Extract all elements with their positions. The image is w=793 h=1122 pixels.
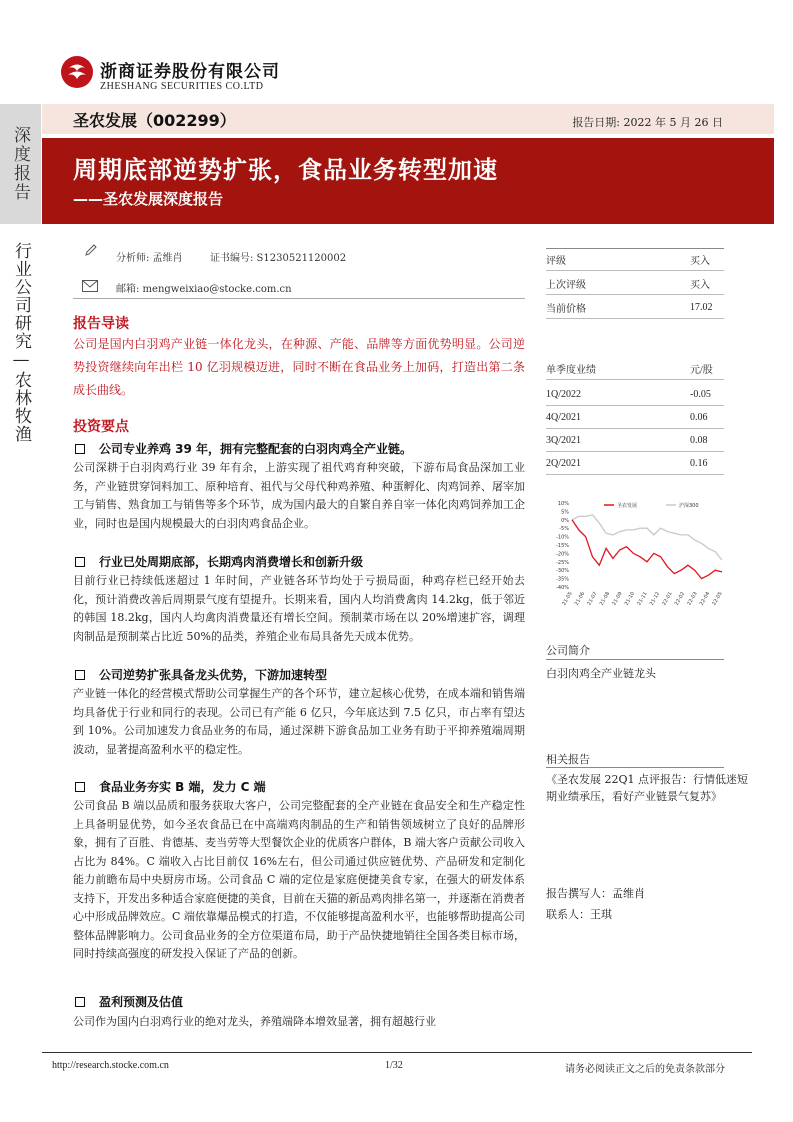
report-date: 报告日期: 2022 年 5 月 26 日 — [572, 116, 723, 129]
company-logo — [60, 55, 94, 89]
stock-performance-chart — [546, 495, 726, 615]
footer-disclaimer: 请务必阅读正文之后的免责条款部分 — [565, 1064, 725, 1075]
analyst-email: 邮箱: mengweixiao@stocke.com.cn — [116, 284, 292, 295]
x-tick-label: 22-03 — [686, 591, 699, 607]
checkbox-icon — [75, 782, 85, 792]
footer-rule — [42, 1052, 752, 1053]
x-tick-label: 21-08 — [598, 591, 612, 607]
eps-row: 4Q/2021 0.06 — [546, 406, 724, 429]
x-tick-label: 22-05 — [711, 591, 724, 607]
profile-text: 白羽肉鸡全产业链龙头 — [546, 667, 656, 680]
x-tick-label: 21-11 — [636, 591, 649, 607]
page-number: 1/32 — [385, 1060, 403, 1071]
related-report-link[interactable]: 《圣农发展 22Q1 点评报告：行情低迷短期业绩承压，看好产业链景气复苏》 — [546, 773, 749, 803]
point-4-title: 食品业务夯实 B 端，发力 C 端 — [73, 778, 266, 795]
points-heading: 投资要点 — [73, 419, 129, 435]
report-title: 周期底部逆势扩张，食品业务转型加速 — [73, 156, 498, 184]
footer-url[interactable]: http://research.stocke.com.cn — [52, 1060, 169, 1071]
checkbox-icon — [75, 444, 85, 454]
rating-row: 当前价格 17.02 — [546, 296, 724, 319]
legend-label: 圣农发展 — [617, 503, 638, 509]
report-type-tab: 深度报告 — [0, 104, 41, 224]
checkbox-icon — [75, 557, 85, 567]
mail-icon — [82, 277, 98, 296]
related-rule — [546, 767, 724, 768]
logo-cn-text: 浙商证券股份有限公司 — [100, 62, 280, 82]
checkbox-icon — [75, 997, 85, 1007]
analyst-name: 分析师: 孟维肖 — [116, 253, 183, 264]
point-1-title: 公司专业养鸡 39 年，拥有完整配套的白羽肉鸡全产业链。 — [73, 440, 412, 457]
intro-text: 公司是国内白羽鸡产业链一体化龙头，在种源、产能、品牌等方面优势明显。公司逆势投资继续向年出栏 10 亿羽规模迈进，同时不断在食品业务上加码，打造出第二条成长曲线。 — [73, 337, 525, 397]
report-subtitle: ——圣农发展深度报告 — [73, 190, 224, 208]
divider — [73, 298, 525, 299]
profile-rule — [546, 659, 724, 660]
logo-en-text: ZHESHANG SECURITIES CO.LTD — [100, 81, 264, 92]
y-tick-label: 5% — [561, 509, 569, 516]
point-3-text: 产业链一体化的经营模式帮助公司掌握生产的各个环节，建立起核心优势，在成本端和销售端均具备优于行业和同行的表现。公司已有产能 6 亿只，今年底达到 7.5 亿只，市占率有望达到 10%。公司加速发力食品业务的布局，通过深耕下游食品加工业务有助于平抑养殖端周期波动，显著提高盈利水平的稳定性。 — [73, 687, 525, 756]
point-5-text: 公司作为国内白羽鸡行业的绝对龙头，养殖端降本增效显著，拥有超越行业 — [73, 1015, 436, 1028]
industry-category-label: 行业公司研究—农林牧渔 — [11, 242, 31, 443]
x-tick-label: 21-06 — [573, 591, 587, 607]
eps-row: 2Q/2021 0.16 — [546, 452, 724, 475]
x-tick-label: 22-02 — [673, 591, 687, 607]
pen-icon — [84, 242, 98, 261]
point-2-text: 目前行业已持续低迷超过 1 年时间，产业链各环节均处于亏损局面，种鸡存栏已经开始去化，预计消费改善后周期景气度有望提升。长期来看，国内人均消费禽肉 14.2kg，低于邻近的韩国 18.2kg，国内人均禽肉消费量还有增长空间。预制菜市场在以 20%增速扩容，调理肉制品是预制菜占比近 50%的品类，养殖企业布局具备先天成本优势。 — [73, 574, 525, 643]
x-tick-label: 22-01 — [661, 591, 674, 607]
eps-row: 1Q/2022 -0.05 — [546, 383, 724, 406]
eps-header-row: 单季度业绩 元/股 — [546, 357, 724, 380]
related-heading: 相关报告 — [546, 753, 590, 766]
point-5-title: 盈利预测及估值 — [73, 993, 183, 1010]
y-tick-label: -5% — [559, 526, 569, 533]
y-tick-label: -10% — [556, 534, 569, 541]
y-tick-label: -15% — [556, 543, 569, 549]
point-4-text: 公司食品 B 端以品质和服务获取大客户，公司完整配套的全产业链在食品安全和生产稳定性上具备明显优势，如今圣农食品已在中高端鸡肉制品的生产和销售领域树立了良好的品牌形象，拥有了百胜、肯德基、麦当劳等大型餐饮企业的优质客户群体，B 端大客户贡献公司收入占比为 84%。C 端收入占比目前仅 16%左右，但公司通过供应链优势、产品研发和定制化能力前瞻布局中央厨房市场。公司食品 C 端的定位是家庭便捷美食专家，在强大的研发体系支持下，开发出多种适合家庭便捷的美食，目前在天猫的新品鸡肉排名第一，并逐渐在消费者心中形成品牌效应。C 端依靠爆品模式的打造，不仅能够提高盈利水平，也能够帮助提高公司整体品牌影响力。公司食品业务的全方位渠道布局，助于产品快捷地销往全国各类目标市场，同时持续高强度的研发投入保证了产品的创新。 — [73, 799, 525, 960]
report-writer: 报告撰写人：孟维肖 — [546, 887, 645, 900]
intro-heading: 报告导读 — [73, 316, 129, 332]
x-tick-label: 21-07 — [586, 591, 599, 607]
series-line-1 — [572, 515, 722, 560]
checkbox-icon — [75, 670, 85, 680]
x-tick-label: 21-12 — [648, 591, 662, 607]
profile-heading: 公司简介 — [546, 644, 590, 657]
x-tick-label: 22-04 — [698, 591, 712, 607]
x-tick-label: 21-10 — [623, 591, 637, 607]
y-tick-label: 0% — [561, 517, 569, 524]
logo-icon — [60, 55, 94, 89]
y-tick-label: 10% — [557, 501, 569, 507]
y-tick-label: -40% — [556, 585, 569, 591]
company-name: 圣农发展（002299） — [73, 111, 236, 130]
point-3-title: 公司逆势扩张具备龙头优势，下游加速转型 — [73, 666, 327, 683]
y-tick-label: -20% — [556, 551, 569, 558]
report-contact: 联系人：王琪 — [546, 908, 612, 921]
y-tick-label: -25% — [556, 559, 569, 566]
y-tick-label: -35% — [556, 576, 569, 583]
x-tick-label: 21-09 — [611, 591, 624, 607]
point-1-text: 公司深耕于白羽肉鸡行业 39 年有余，上游实现了祖代鸡育种突破，下游布局食品深加工业务，产业链贯穿饲料加工、原种培育、祖代与父母代种鸡养殖、种蛋孵化、肉鸡饲养、屠宰加工与销售、熟食加工与销售等多个环节，成为国内最大的自繁自养自宰一体化肉鸡饲养加工企业，同时也是国内规模最大的白羽肉鸡食品企业。 — [73, 461, 525, 530]
eps-row: 3Q/2021 0.08 — [546, 429, 724, 452]
rating-row: 上次评级 买入 — [546, 272, 724, 295]
rating-row: 评级 买入 — [546, 248, 724, 271]
legend-label: 沪深300 — [679, 503, 699, 509]
point-2-title: 行业已处周期底部，长期鸡肉消费增长和创新升级 — [73, 553, 363, 570]
y-tick-label: -30% — [556, 568, 569, 575]
analyst-cert: 证书编号: S1230521120002 — [210, 253, 347, 264]
x-tick-label: 21-05 — [561, 591, 574, 607]
